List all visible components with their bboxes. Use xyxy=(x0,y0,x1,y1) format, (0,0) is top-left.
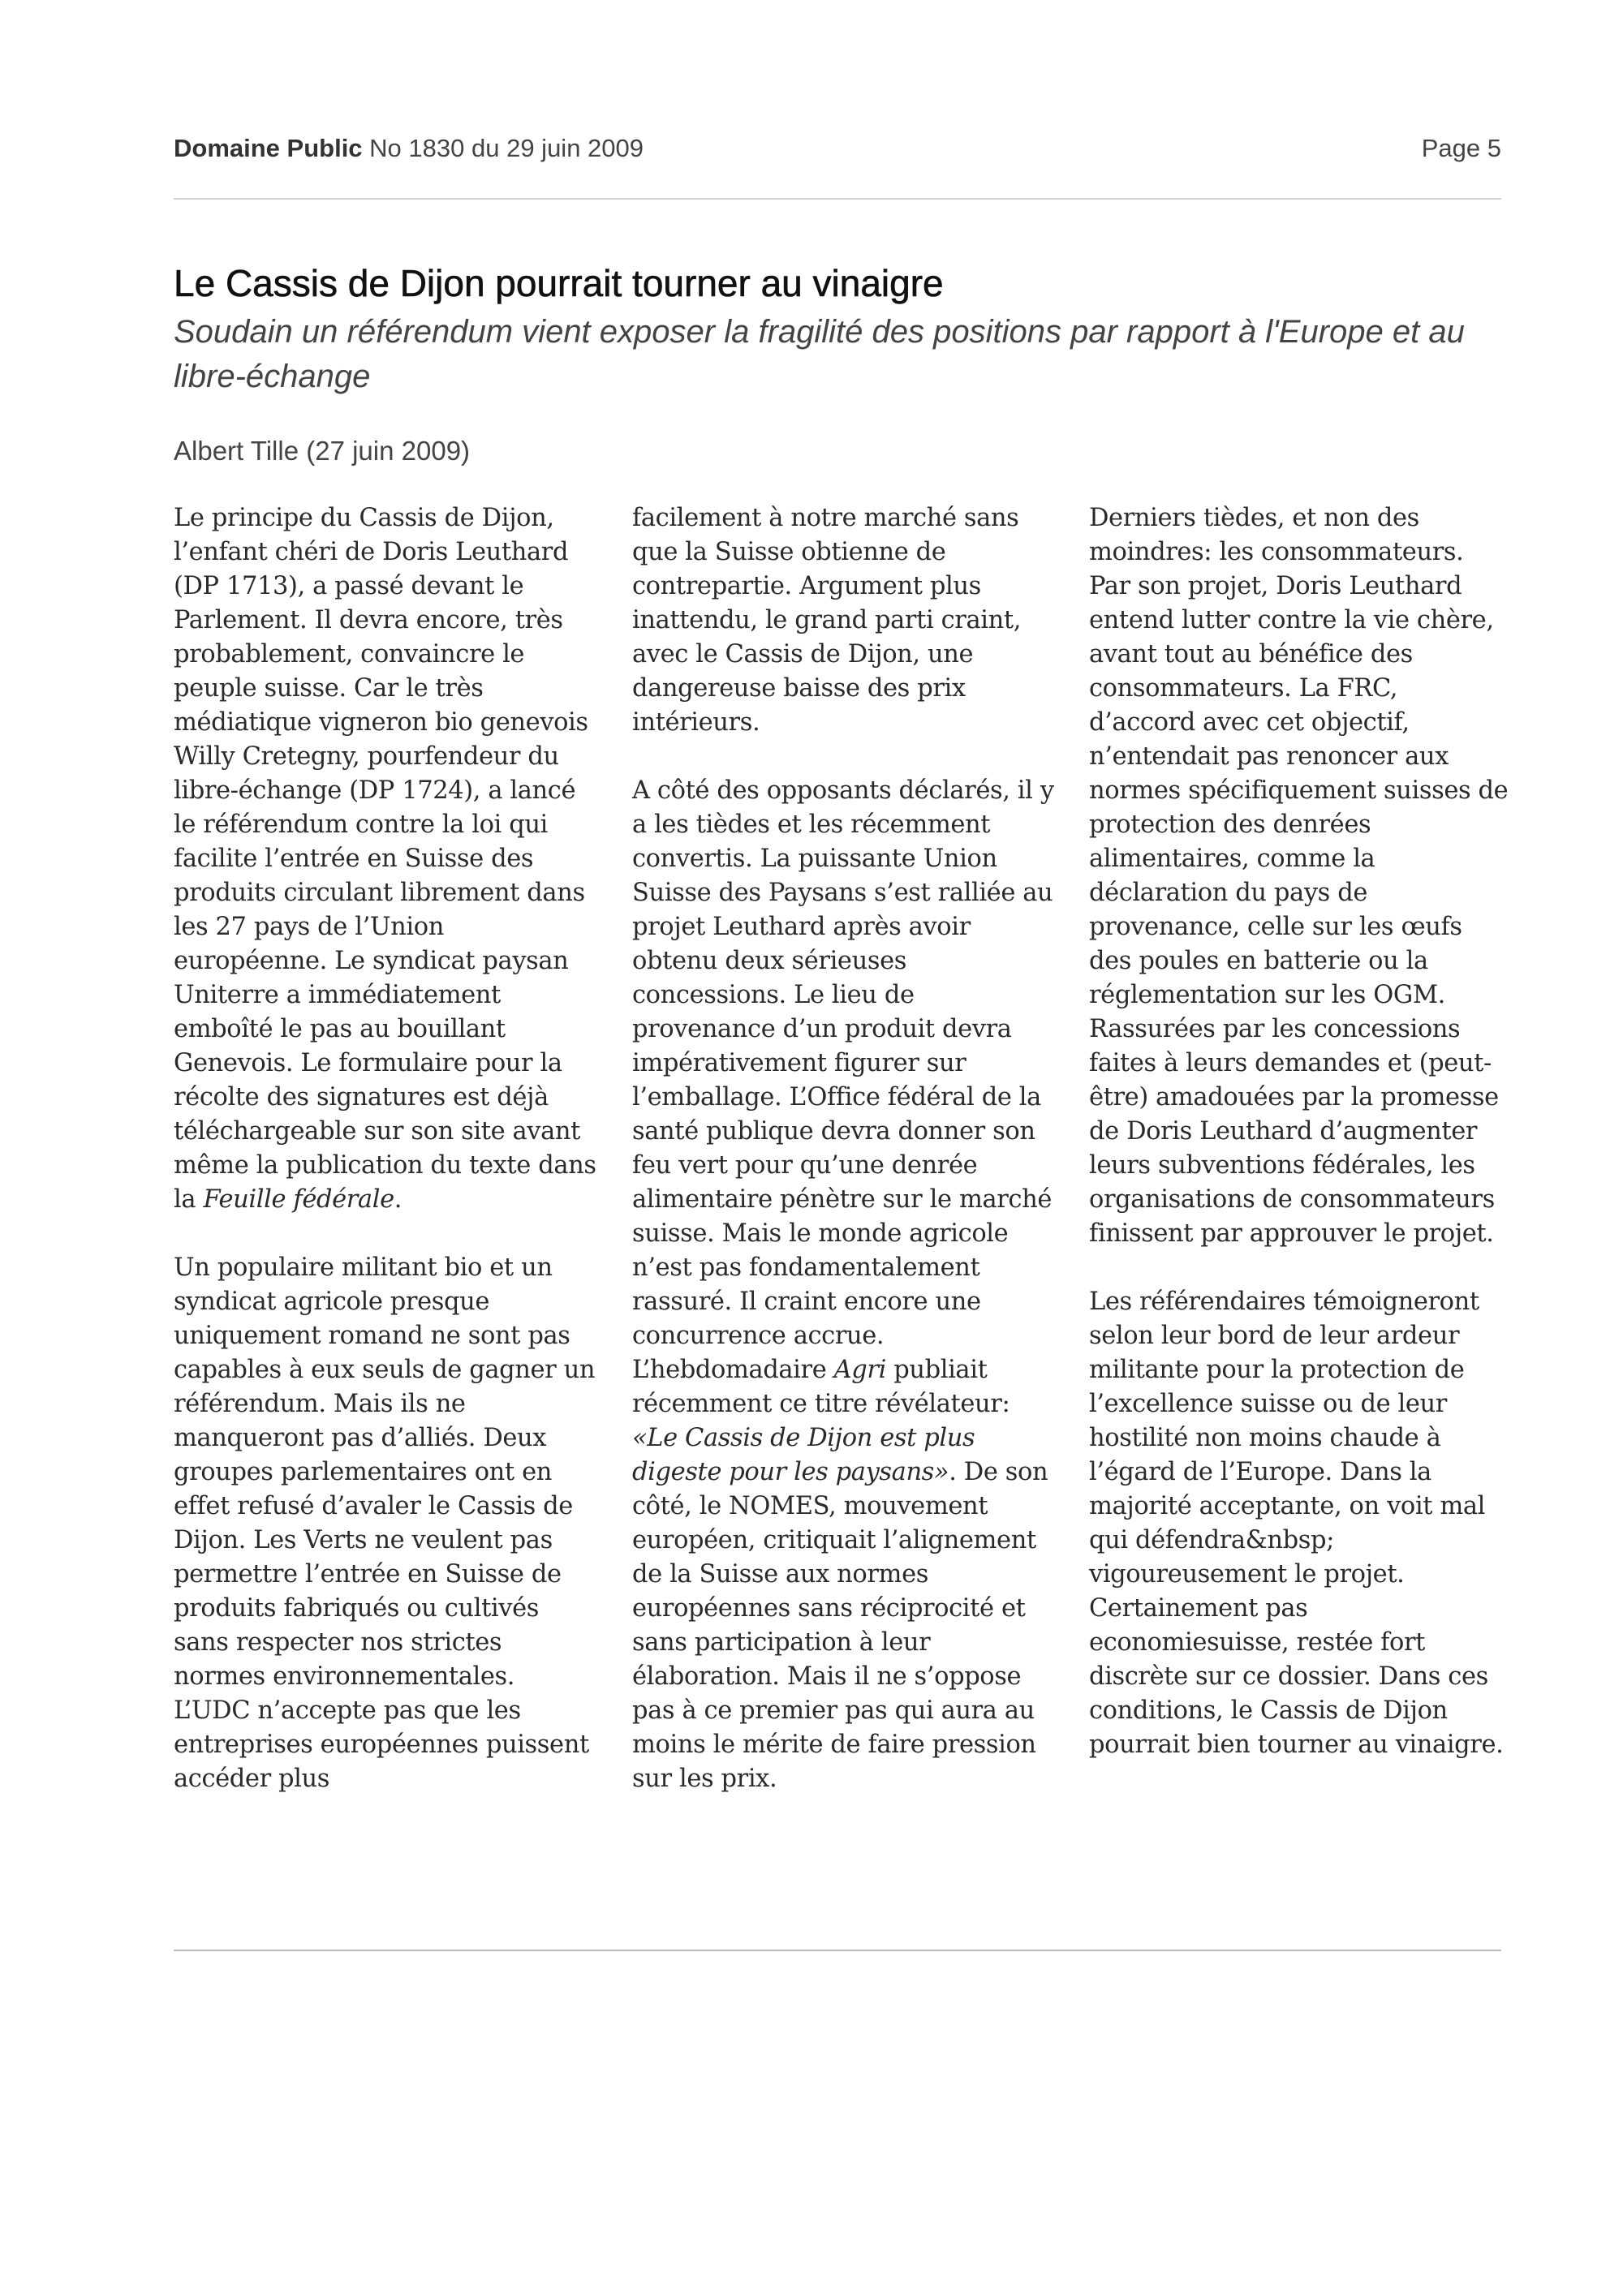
article-end-divider xyxy=(174,1950,1501,1951)
paragraph-4: Derniers tièdes, et non des moindres: les consommateurs. Par son projet, Doris Leuthard entend lutter contre la vie chère, avant tout au bénéfice des consommateurs. La FRC, d’accord avec cet objectif, n’entendait pas renoncer aux normes spécifiquement suisses de protection des denrées alimentaires, comme la déclaration du pays de provenance, celle sur les œufs des poules en batterie ou la réglementation sur les OGM. Rassurées par les concessions faites à leurs demandes et (peut-être) amadouées par la promesse de Doris Leuthard d’augmenter leurs subventions fédérales, les organisations de consommateurs finissent par approuver le projet. xyxy=(1089,504,1509,1248)
paragraph-1 xyxy=(174,501,597,1217)
issue-info: No 1830 du 29 juin 2009 xyxy=(369,134,644,162)
paragraph-2-continued: facilement à notre marché sans que la Suisse obtienne de contrepartie. Argument plus inattendu, le grand parti craint, avec le Cassis de Dijon, une dangereuse baisse des prix intérieurs. xyxy=(632,504,1021,737)
header-publication-info xyxy=(174,134,644,163)
paragraph-3-text-c: . De son côté, le NOMES, mouvement européen, critiquait l’alignement de la Suisse aux normes européennes sans réciprocité et sans participation à leur élaboration. Mais il ne s’oppose pas à ce premier pas qui aura au moins le mérite de faire pression sur les prix. xyxy=(632,1458,1048,1793)
feuille-federale-ref: Feuille fédérale xyxy=(203,1185,394,1214)
paragraph-3 xyxy=(632,774,1056,1796)
article-title: Le Cassis de Dijon pourrait tourner au vinaigre xyxy=(174,262,944,304)
agri-ref: Agri xyxy=(833,1356,886,1384)
article-subtitle: Soudain un référendum vient exposer la fragilité des positions par rapport à l'Europe et au libre-échange xyxy=(174,314,1465,394)
quoted-headline: «Le Cassis de Dijon est plus digeste pour les paysans» xyxy=(632,1424,975,1486)
paragraph-2: Un populaire militant bio et un syndicat agricole presque uniquement romand ne sont pas capables à eux seuls de gagner un référendum. Mais ils ne manqueront pas d’alliés. Deux groupes parlementaires ont en effet refusé d’avaler le Cassis de Dijon. Les Verts ne veulent pas permettre l’entrée en Suisse de produits fabriqués ou cultivés sans respecter nos strictes normes environnementales. L’UDC n’accepte pas que les entreprises européennes puissent accéder plus xyxy=(174,1253,596,1793)
paragraph-5: Les référendaires témoigneront selon leur bord de leur ardeur militante pour la protection de l’excellence suisse ou de leur hostilité non moins chaude à l’égard de l’Europe. Dans la majorité acceptante, on voit mal qui défendra&nbsp; vigoureusement le projet. Certainement pas economiesuisse, restée fort discrète sur ce dossier. Dans ces conditions, le Cassis de Dijon pourrait bien tourner au vinaigre. xyxy=(1089,1288,1504,1759)
paragraph-1-end: . xyxy=(394,1185,403,1214)
paragraph-3-text-b: publiait récemment ce titre révélateur: xyxy=(632,1356,1010,1418)
paragraph-3-text-a: A côté des opposants déclarés, il y a les tièdes et les récemment convertis. La puissante Union Suisse des Paysans s’est ralliée au projet Leuthard après avoir obtenu deux sérieuses concessions. Le lieu de provenance d’un produit devra impérativement figurer sur l’emballage. L’Office fédéral de la santé publique devra donner son feu vert pour qu’une denrée alimentaire pénètre sur le marché suisse. Mais le monde agricole n’est pas fondamentalement rassuré. Il craint encore une concurrence accrue. L’hebdomadaire xyxy=(632,776,1054,1384)
page-number: Page 5 xyxy=(1421,134,1501,162)
publication-name: Domaine Public xyxy=(174,134,363,162)
paragraph-1-text: Le principe du Cassis de Dijon, l’enfant chéri de Doris Leuthard (DP 1713), a passé devant le Parlement. Il devra encore, très probablement, convaincre le peuple suisse. Car le très médiatique vigneron bio genevois Willy Cretegny, pourfendeur du libre-échange (DP 1724), a lancé le référendum contre la loi qui facilite l’entrée en Suisse des produits circulant librement dans les 27 pays de l’Union européenne. Le syndicat paysan Uniterre a immédiatement emboîté le pas au bouillant Genevois. Le formulaire pour la récolte des signatures est déjà téléchargeable sur son site avant même la publication du texte dans la xyxy=(174,504,596,1214)
page-header xyxy=(174,134,1501,170)
header-divider xyxy=(174,198,1501,200)
article-column-1 xyxy=(174,501,597,1796)
article-byline: Albert Tille (27 juin 2009) xyxy=(174,436,471,466)
article-column-3 xyxy=(1089,501,1511,1762)
article-column-2 xyxy=(632,501,1056,1796)
